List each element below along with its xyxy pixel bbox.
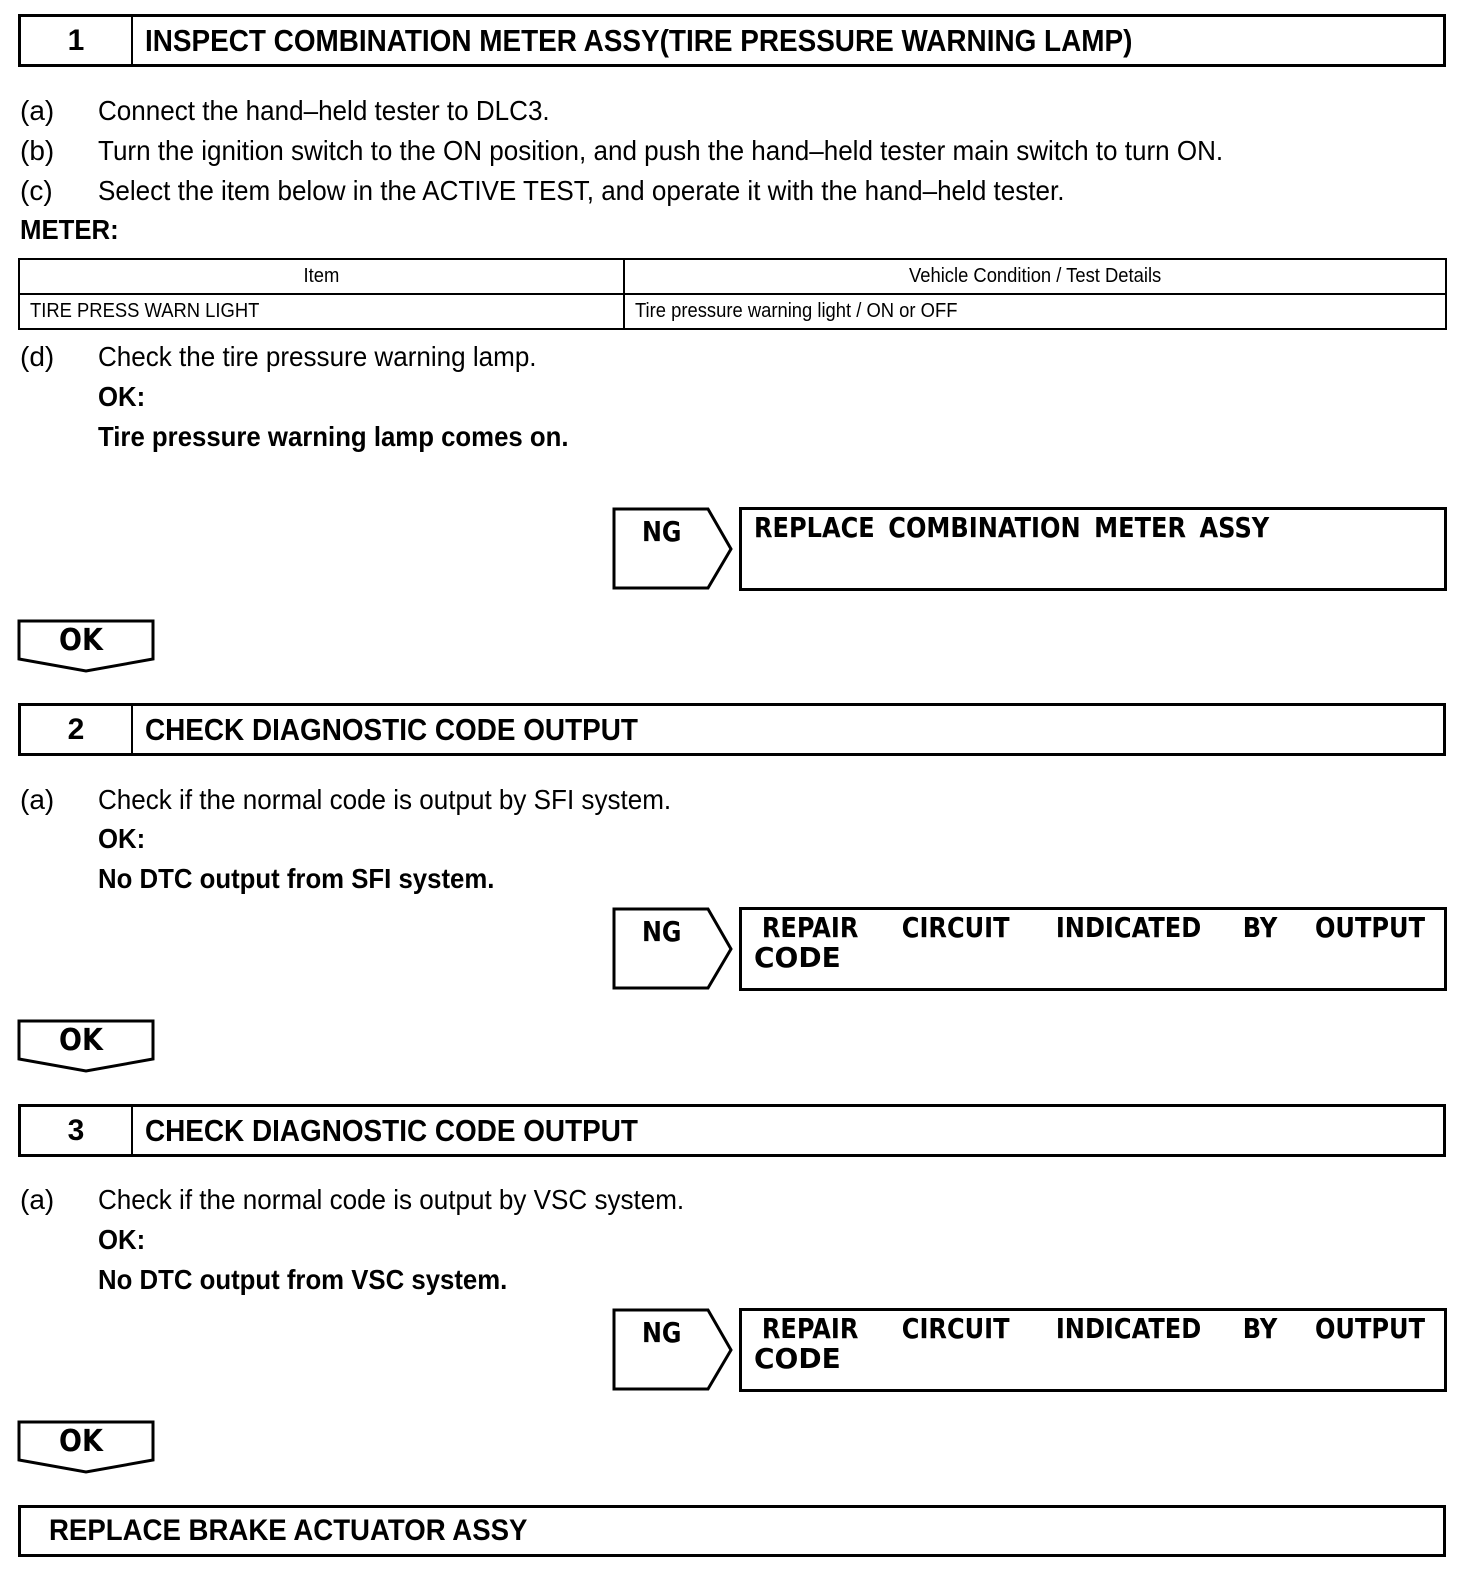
ng-action-word: BY [1242,1312,1277,1345]
ng-action-word: OUTPUT [1314,1312,1425,1345]
ng-label-text: NG [642,915,682,948]
instruction-text: Connect the hand–held tester to DLC3. [98,95,550,126]
ok-criteria-label [98,822,149,856]
step-1-header [18,14,1446,67]
ng-action-text: CODE [754,1342,841,1375]
check-label: (a) [20,1184,55,1215]
ok-branch-2 [17,1019,157,1075]
step-title [133,1107,1443,1154]
ng-action-box [739,907,1447,991]
ok-criteria-label-text: OK: [98,823,146,854]
check-text: Check if the normal code is output by SFI system. [98,784,672,815]
ng-label [642,1316,688,1349]
ng-label [642,915,688,948]
check-label: (a) [20,784,55,815]
ng-action-box [739,1308,1447,1392]
ng-action-text: CODE [754,941,841,974]
ng-label-text: NG [642,515,682,548]
ng-action-box [739,507,1447,591]
cell-text: TIRE PRESS WARN LIGHT [30,300,260,322]
ng-action-word: CIRCUIT [901,1312,1010,1345]
ok-label-text: OK [59,1424,103,1459]
ng-action-line-2 [754,1344,1434,1374]
ng-action-word: REPAIR [761,1312,859,1345]
ok-criteria-label [98,1223,149,1257]
ng-action-word: BY [1242,911,1277,944]
ng-label [642,515,688,548]
ok-branch-1 [17,619,157,675]
table-row [19,294,1446,329]
step-title [133,706,1443,753]
ok-label-text: OK [59,1023,103,1058]
ok-branch-3 [17,1420,157,1476]
final-action-text: REPLACE BRAKE ACTUATOR ASSY [49,1514,528,1547]
ok-criteria-label-text: OK: [98,381,146,412]
ng-action-word: OUTPUT [1314,911,1425,944]
step-3-header [18,1104,1446,1157]
table-cell-condition [624,294,1446,329]
ok-label-text: OK [59,623,103,658]
table-header-row [19,259,1446,294]
step-title [133,17,1443,64]
cell-text: Tire pressure warning light / ON or OFF [635,300,958,322]
table-caption [20,213,127,247]
header-text: Item [303,265,340,287]
ng-action-line-2 [754,943,1434,973]
step-number: 3 [21,1107,133,1154]
instruction-label: (c) [20,175,53,206]
active-test-table [18,258,1447,330]
ok-label [59,1424,108,1459]
ok-criteria-condition [98,420,609,454]
table-cell-item [19,294,624,329]
step-title-text: CHECK DIAGNOSTIC CODE OUTPUT [145,711,638,747]
header-text: Vehicle Condition / Test Details [908,265,1162,287]
table-header-item [19,259,624,294]
ok-criteria-condition [98,862,529,896]
ng-branch-2 [612,907,1448,991]
check-label: (d) [20,341,55,372]
ok-label [59,1023,108,1058]
ok-criteria-condition-text: Tire pressure warning lamp comes on. [98,421,569,452]
ok-criteria-condition [98,1263,543,1297]
ng-action-text: REPLACE COMBINATION METER ASSY [754,511,1270,544]
ok-criteria-label-text: OK: [98,1224,146,1255]
step-title-text: INSPECT COMBINATION METER ASSY(TIRE PRESSURE WARNING LAMP) [145,22,1133,58]
ok-criteria-label [98,380,149,414]
step-number: 2 [21,706,133,753]
final-action-box [18,1505,1446,1557]
check-text: Check if the normal code is output by VSC system. [98,1184,685,1215]
check-text: Check the tire pressure warning lamp. [98,341,537,372]
instruction-label: (a) [20,95,55,126]
step-title-text: CHECK DIAGNOSTIC CODE OUTPUT [145,1112,638,1148]
ok-label [59,623,108,658]
ng-action-word: INDICATED [1056,911,1202,944]
ng-action-word: REPAIR [761,911,859,944]
ng-action-line-1 [754,1314,1434,1344]
ng-branch-3 [612,1308,1448,1392]
instruction-text: Select the item below in the ACTIVE TEST, and operate it with the hand–held tester. [98,175,1065,206]
step-number: 1 [21,17,133,64]
step-2-header [18,703,1446,756]
ok-criteria-condition-text: No DTC output from SFI system. [98,863,495,894]
instruction-text: Turn the ignition switch to the ON position, and push the hand–held tester main switch to turn ON. [98,135,1224,166]
ok-criteria-condition-text: No DTC output from VSC system. [98,1264,508,1295]
ng-action-word: CIRCUIT [901,911,1010,944]
ng-label-text: NG [642,1316,682,1349]
ng-action-word: INDICATED [1056,1312,1202,1345]
table-caption-text: METER: [20,214,119,245]
table-header-condition [624,259,1446,294]
ng-branch-1 [612,507,1448,591]
ng-action-line-1 [754,913,1434,943]
instruction-label: (b) [20,135,55,166]
